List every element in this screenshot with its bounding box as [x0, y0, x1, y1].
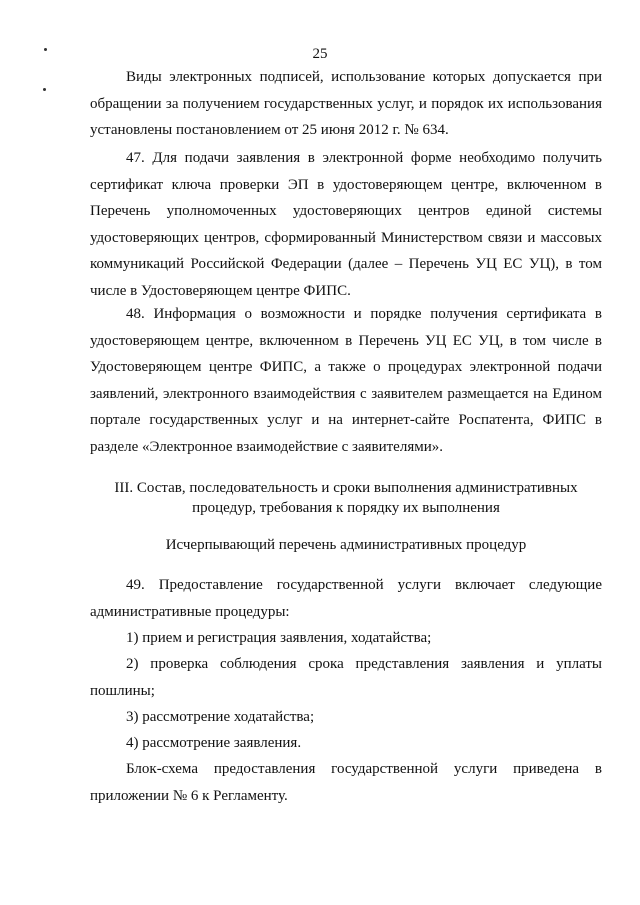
scan-speck [43, 88, 46, 91]
section-heading-line2: процедур, требования к порядку их выполнения [192, 500, 500, 516]
section-heading [90, 478, 602, 518]
paragraph-48: 48. Информация о возможности и порядке получения сертификата в удостоверяющем центре, включенном в Перечень УЦ ЕС УЦ, в том числе в Удостоверяющем центре ФИПС, а также о процедурах электронной подачи заявлений, электронного взаимодействия с заявителем размещается на Едином портале государственных услуг и на интернет-сайте Роспатента, ФИПС в разделе «Электронное взаимодействие с заявителями». [90, 306, 602, 455]
paragraph-47: 47. Для подачи заявления в электронной форме необходимо получить сертификат ключа проверки ЭП в удостоверяющем центре, включенном в Перечень уполномоченных удостоверяющих центров единой системы удостоверяющих центров, сформированный Министерством связи и массовых коммуникаций Российской Федерации (далее – Перечень УЦ ЕС УЦ), в том числе в Удостоверяющем центре ФИПС. [90, 150, 602, 299]
list-item-3: 3) рассмотрение ходатайства; [126, 709, 315, 725]
list-item-1: 1) прием и регистрация заявления, ходатайства; [126, 630, 432, 646]
list-item-4: 4) рассмотрение заявления. [126, 735, 302, 751]
paragraph-block-scheme: Блок-схема предоставления государственной услуги приведена в приложении № 6 к Регламенту. [90, 761, 602, 804]
paragraph-signatures: Виды электронных подписей, использование которых допускается при обращении за получением государственных услуг, и порядок их использования установлены постановлением от 25 июня 2012 г. № 634. [90, 69, 602, 139]
section-heading-line1: III. Состав, последовательность и сроки выполнения административных [114, 480, 578, 496]
paragraph-49: 49. Предоставление государственной услуги включает следующие административные процедуры: [90, 577, 602, 620]
page-number: 25 [312, 46, 328, 62]
subheading: Исчерпывающий перечень административных процедур [165, 537, 527, 553]
list-item-2: 2) проверка соблюдения срока представления заявления и уплаты пошлины; [90, 656, 602, 699]
